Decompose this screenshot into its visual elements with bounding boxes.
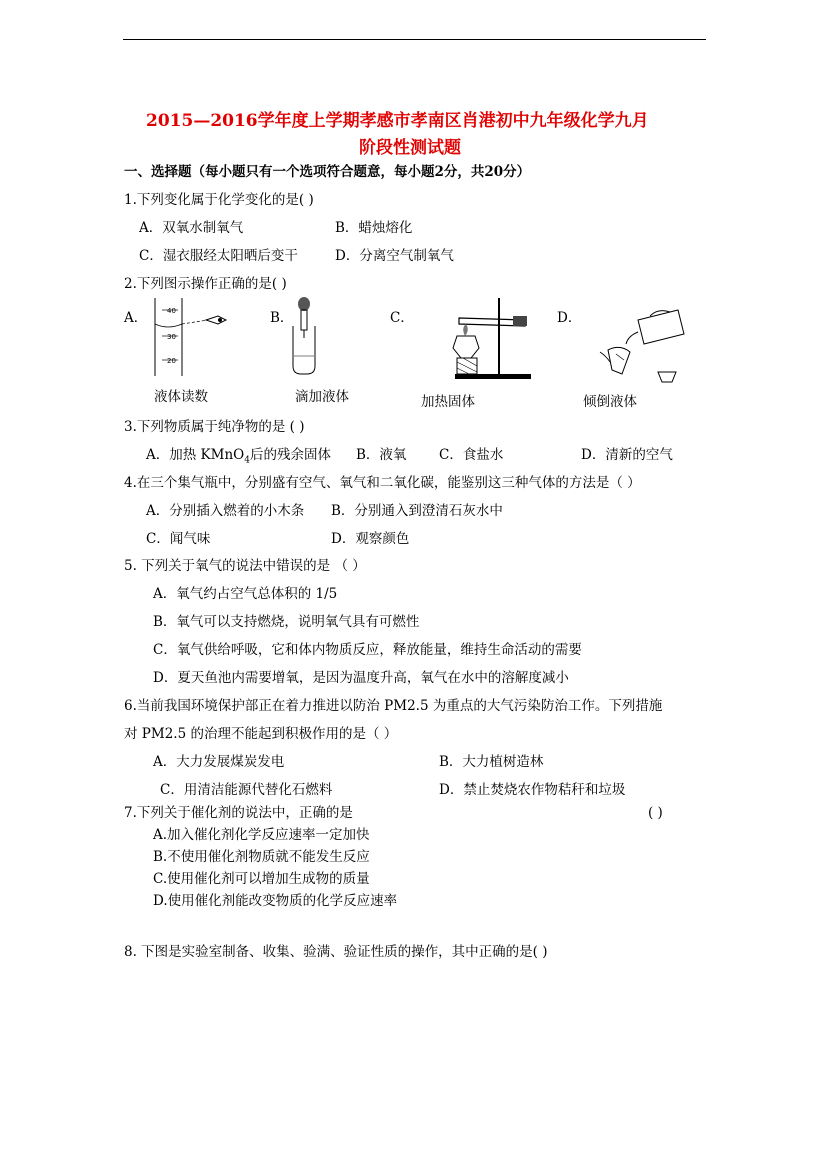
header-rule (123, 39, 706, 40)
question-7-option-b: B.不使用催化剂物质就不能发生反应 (153, 849, 370, 865)
question-5-option-a: A．氧气约占空气总体积的 1/5 (153, 586, 338, 602)
page-title-line1: 2015—2016学年度上学期孝感市孝南区肖港初中九年级化学九月 (146, 111, 649, 131)
dropper-figure (285, 296, 325, 376)
cylinder-reading-figure (140, 296, 240, 376)
question-6-option-b: B．大力植树造林 (439, 754, 544, 770)
question-5-option-b: B．氧气可以支持燃烧，说明氧气具有可燃性 (153, 614, 420, 630)
heating-solid-figure (435, 296, 535, 380)
question-1-option-c: C．湿衣服经太阳晒后变干 (139, 248, 298, 264)
figure-caption-b: 滴加液体 (295, 389, 349, 405)
question-5-option-d: D．夏天鱼池内需要增氧，是因为温度升高，氧气在水中的溶解度减小 (153, 670, 569, 686)
question-2-stem: 2.下列图示操作正确的是( ) (124, 276, 287, 292)
figure-caption-a: 液体读数 (154, 389, 208, 405)
question-5-stem: 5. 下列关于氧气的说法中错误的是 （ ） (124, 558, 366, 574)
figure-label-c: C． (390, 310, 414, 326)
question-6-stem-line1: 6.当前我国环境保护部正在着力推进以防治 PM2.5 为重点的大气污染防治工作。下列措施 (124, 698, 663, 714)
page-title-line2: 阶段性测试题 (359, 138, 461, 158)
figure-label-b: B． (270, 310, 294, 326)
question-7-option-a: A.加入催化剂化学反应速率一定加快 (153, 827, 370, 843)
tick-label-40: 40 (167, 307, 176, 315)
question-7-stem: 7.下列关于催化剂的说法中，正确的是 (124, 805, 353, 821)
question-1-option-a: A．双氧水制氧气 (139, 220, 244, 236)
tick-label-30: 30 (167, 333, 176, 341)
question-3-option-a: A．加热 KMnO$_4$后的残余固体 (146, 447, 331, 466)
figure-caption-d: 倾倒液体 (583, 394, 637, 410)
question-6-option-c: C．用清洁能源代替化石燃料 (160, 782, 333, 798)
question-6-option-a: A．大力发展煤炭发电 (153, 754, 285, 770)
figure-caption-c: 加热固体 (421, 394, 475, 410)
question-4-option-c: C．闻气味 (146, 531, 211, 547)
tick-label-20: 20 (167, 357, 176, 365)
section-heading: 一、选择题（每小题只有一个选项符合题意，每小题2分，共20分） (124, 164, 531, 180)
question-7-option-d: D.使用催化剂能改变物质的化学反应速率 (153, 893, 398, 909)
question-7-answer-paren: ( ) (648, 805, 663, 821)
figure-label-a: A． (124, 310, 148, 326)
question-6-stem-line2: 对 PM2.5 的治理不能起到积极作用的是（ ） (124, 726, 398, 742)
question-3-option-c: C．食盐水 (439, 447, 504, 463)
question-1-stem: 1.下列变化属于化学变化的是( ) (124, 192, 314, 208)
question-4-option-b: B．分别通入到澄清石灰水中 (331, 503, 503, 519)
question-4-stem: 4.在三个集气瓶中，分别盛有空气、氧气和二氧化碳，能鉴别这三种气体的方法是（ ） (124, 475, 641, 491)
pouring-liquid-figure (598, 296, 694, 386)
question-8-stem: 8. 下图是实验室制备、收集、验满、验证性质的操作，其中正确的是( ) (124, 944, 548, 960)
figure-label-d: D． (557, 310, 582, 326)
question-1-option-d: D．分离空气制氧气 (335, 248, 454, 264)
question-1-option-b: B．蜡烛熔化 (335, 220, 413, 236)
question-3-stem: 3.下列物质属于纯净物的是 ( ) (124, 419, 305, 435)
question-6-option-d: D．禁止焚烧农作物秸秆和垃圾 (439, 782, 626, 798)
question-7-option-c: C.使用催化剂可以增加生成物的质量 (153, 871, 370, 887)
question-4-option-d: D．观察颜色 (331, 531, 410, 547)
question-3-option-b: B．液氧 (356, 447, 407, 463)
question-4-option-a: A．分别插入燃着的小木条 (146, 503, 305, 519)
question-3-option-d: D．清新的空气 (581, 447, 673, 463)
question-5-option-c: C．氧气供给呼吸，它和体内物质反应，释放能量，维持生命活动的需要 (153, 642, 582, 658)
